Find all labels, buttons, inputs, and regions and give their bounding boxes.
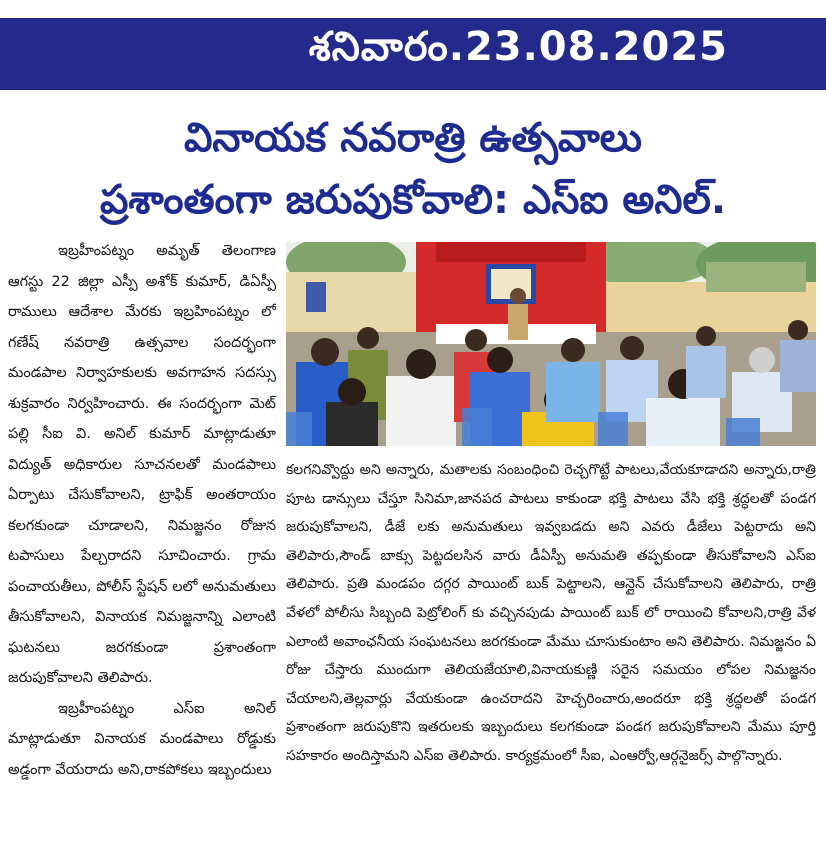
article-paragraph-1: ఇబ్రహీంపట్నం అమృత్ తెలంగాణ ఆగస్టు 22 జిల్లా ఎస్పీ అశోక్ కుమార్, డిఏస్పీ రాములు ఆదేశాల మేరకు ఇబ్రహింపట్నం లో గణేష్ నవరాత్రి ఉత్సవాల సందర్భంగా మండపాల నిర్వాహకులకు అవగాహన సదస్సు శుక్రవారం నిర్వహించారు. ఈ సందర్భంగా మెట్ పల్లి సీఐ వి. అనిల్ కుమార్ మాట్లాడుతూ విద్యుత్ అధికారుల సూచనలతో మండపాలు ఏర్పాటు చేసుకోవాలని, ట్రాఫిక్ అంతరాయం కలగకుండా చూడాలని, నిమజ్జనం రోజున టపాసులు పేల్చరాదని సూచించారు. గ్రామ పంచాయతీలు, పోలీస్ స్టేషన్ లలో అనుమతులు తీసుకోవాలని, వినాయక నిమజ్జనాన్ని ఎలాంటి ఘటనలు జరగకుండా ప్రశాంతంగా జరుపుకోవాలని తెలిపారు. xyxy=(8,243,276,686)
article-column-left xyxy=(8,236,276,848)
date-banner xyxy=(0,18,826,90)
article-column-right: కలగనివ్వొద్దు అని అన్నారు, మతాలకు సంబంధించి రెచ్చగొట్టే పాటలు,వేయకూడాదని అన్నారు,రాత్రి పూట డాన్సులు చేస్తూ సినిమా,జానపద పాటలు కాకుండా భక్తి పాటలు వేసి భక్తి శ్రద్ధలతో పండగ జరుపుకోవాలని, డీజే లకు అనుమతులు ఇవ్వబడదు అని ఎవరు డీజేలు పెట్టరాదు అని తెలిపారు,సౌండ్ బాక్సు పెట్టదలసిన వారు డీఏస్పీ అనుమతి తప్పకుండా తీసుకోవాలని ఎస్ఐ తెలిపారు. ప్రతి మండపం దగ్గర పాయింట్ బుక్ పెట్టాలని, ఆన్లైన్ చేసుకోవాలని తెలిపారు, రాత్రి వేళలో పోలీసు సిబ్బంది పెట్రోలింగ్ కు వచ్చినపుడు పాయింట్ బుక్ లో రాయించి కోవాలని,రాత్రి వేళ ఎలాంటి అవాంఛనీయ సంఘటనలు జరగకుండా మేము చూసుకుంటాం అని తెలిపారు. నిమజ్జనం ఏ రోజు చేస్తారు ముందుగా తెలియజేయాలి,వినాయకుణ్ణి సరైన సమయం లోపల నిమజ్జనం చేయాలని,తెల్లవార్లు వేయకుండా ఉంచరాదని హెచ్చరించారు,అందరూ భక్తి శ్రద్ధలతో పండగ ప్రశాంతంగా జరుపుకొని ఇతరులకు ఇబ్బందులు కలగకుండా పండగ జరుపుకోవాలని మేము పూర్తి సహకారం అందిస్తామని ఎస్ఐ తెలిపారు. కార్యక్రమంలో సీఐ, ఎంఆర్వో,ఆర్గనైజర్స్ పాల్గొన్నారు. xyxy=(286,462,816,764)
meeting-photo-illustration xyxy=(286,242,816,446)
date-label: శనివారం.23.08.2025 xyxy=(308,24,728,70)
news-photo xyxy=(286,242,816,446)
headline-line-2: ప్రశాంతంగా జరుపుకోవాలి: ఎస్ఐ అనిల్. xyxy=(99,177,727,223)
headline-line-1: వినాయక నవరాత్రి ఉత్సవాలు xyxy=(183,115,642,161)
article-paragraph-2: ఇబ్రహీంపట్నం ఎస్ఐ అనిల్ మాట్లాడుతూ వినాయక మండపాలు రోడ్డుకు అడ్డంగా వేయరాదు అని,రాకపోకలు ఇబ్బందులు xyxy=(8,700,276,778)
